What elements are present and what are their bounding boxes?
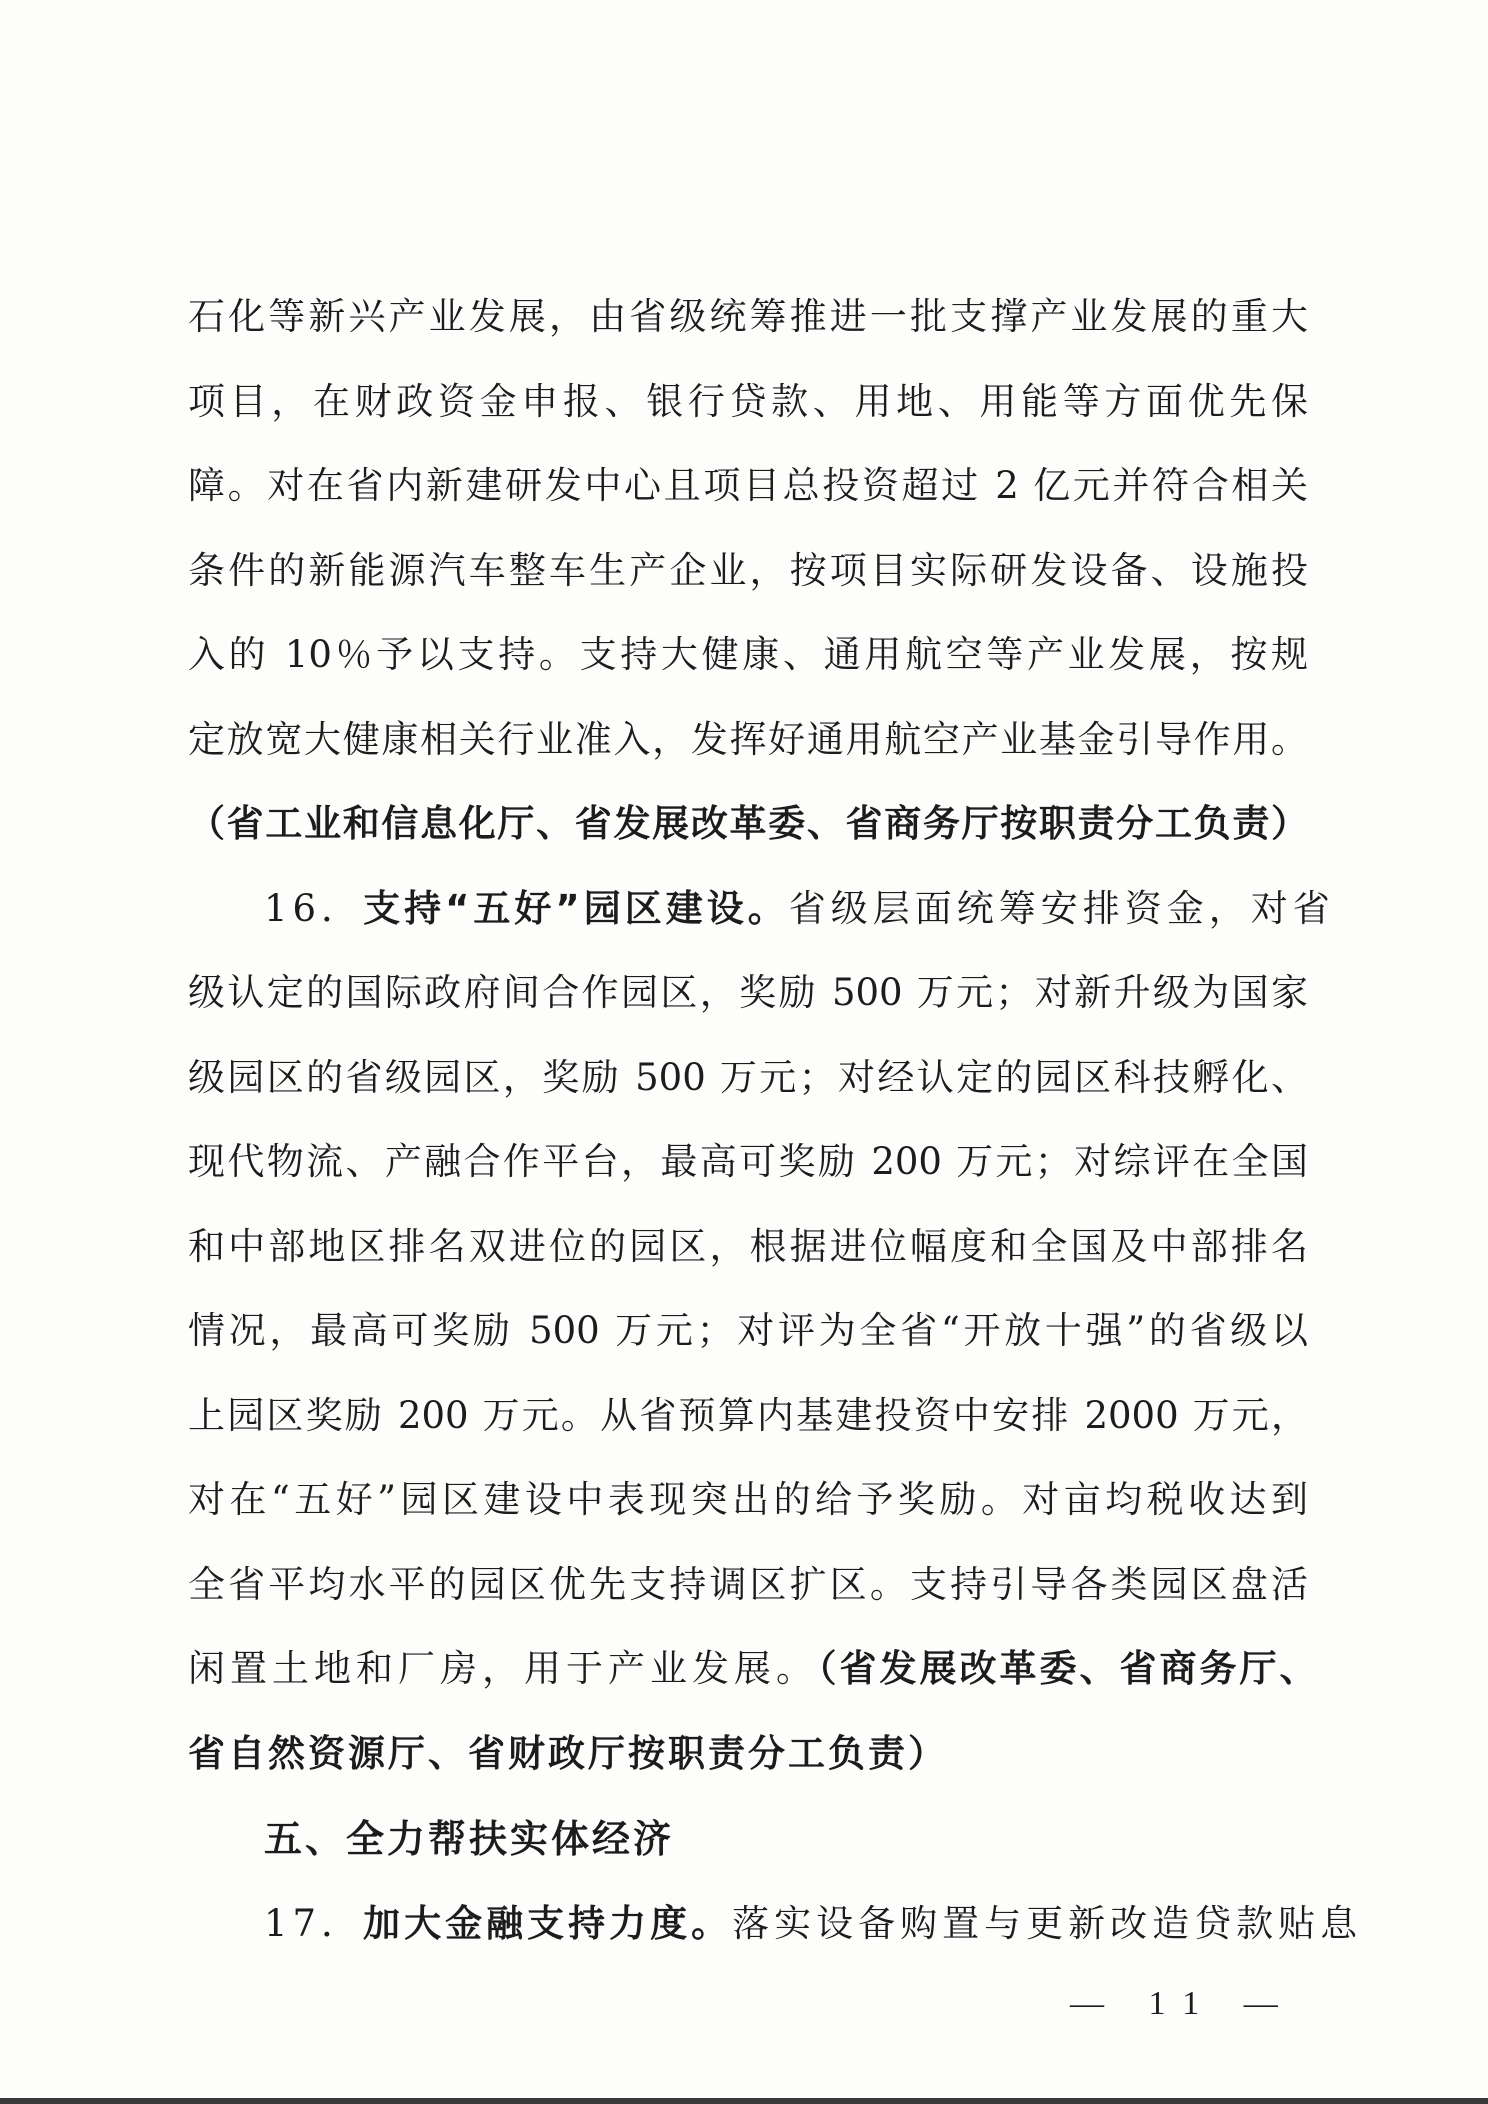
responsible-departments: 省自然资源厅、省财政厅按职责分工负责）	[188, 1731, 948, 1775]
page-body	[188, 275, 1363, 1967]
text-line: 情况，最高可奖励 500 万元；对评为全省“开放十强”的省级以	[188, 1309, 1308, 1352]
text-line: 项目，在财政资金申报、银行贷款、用地、用能等方面优先保	[188, 379, 1308, 423]
paragraph-16-first-line	[188, 867, 1335, 952]
item-number: 16．	[264, 886, 364, 930]
responsible-departments: （省发展改革委、省商务厅、	[818, 1647, 1320, 1690]
text-line: 和中部地区排名双进位的园区，根据进位幅度和全国及中部排名	[188, 1224, 1308, 1268]
paragraph-16-line-10	[188, 1627, 1320, 1712]
page-number: — 11 —	[1070, 1985, 1296, 2022]
responsible-departments: （省工业和信息化厅、省发展改革委、省商务厅按职责分工负责）	[188, 802, 1308, 845]
text-span: 省级层面统筹安排资金，对省	[788, 886, 1335, 930]
text-line: 石化等新兴产业发展，由省级统筹推进一批支撑产业发展的重大	[188, 295, 1308, 338]
text-line: 条件的新能源汽车整车生产企业，按项目实际研发设备、设施投	[188, 548, 1308, 592]
paragraph-17-first-line	[188, 1882, 1363, 1967]
scan-edge	[0, 2098, 1488, 2104]
text-line: 对在“五好”园区建设中表现突出的给予奖励。对亩均税收达到	[188, 1478, 1308, 1521]
item-number: 17．	[264, 1902, 364, 1945]
text-line: 障。对在省内新建研发中心且项目总投资超过 2 亿元并符合相关	[188, 464, 1308, 507]
text-line: 级园区的省级园区，奖励 500 万元；对经认定的园区科技孵化、	[188, 1055, 1308, 1099]
item-title: 支持“五好”园区建设。	[363, 886, 789, 930]
text-line: 入的 10％予以支持。支持大健康、通用航空等产业发展，按规	[188, 633, 1308, 676]
text-span: 落实设备购置与更新改造贷款贴息	[732, 1902, 1363, 1945]
section-heading: 五、全力帮扶实体经济	[264, 1817, 675, 1861]
text-line: 现代物流、产融合作平台，最高可奖励 200 万元；对综评在全国	[188, 1140, 1308, 1183]
text-line: 上园区奖励 200 万元。从省预算内基建投资中安排 2000 万元，	[188, 1393, 1308, 1437]
item-title: 加大金融支持力度。	[363, 1902, 733, 1945]
text-line: 定放宽大健康相关行业准入，发挥好通用航空产业基金引导作用。	[188, 717, 1308, 761]
text-span: 闲置土地和厂房，用于产业发展。	[188, 1647, 818, 1690]
text-line: 级认定的国际政府间合作园区，奖励 500 万元；对新升级为国家	[188, 971, 1308, 1014]
text-line: 全省平均水平的园区优先支持调区扩区。支持引导各类园区盘活	[188, 1562, 1308, 1606]
